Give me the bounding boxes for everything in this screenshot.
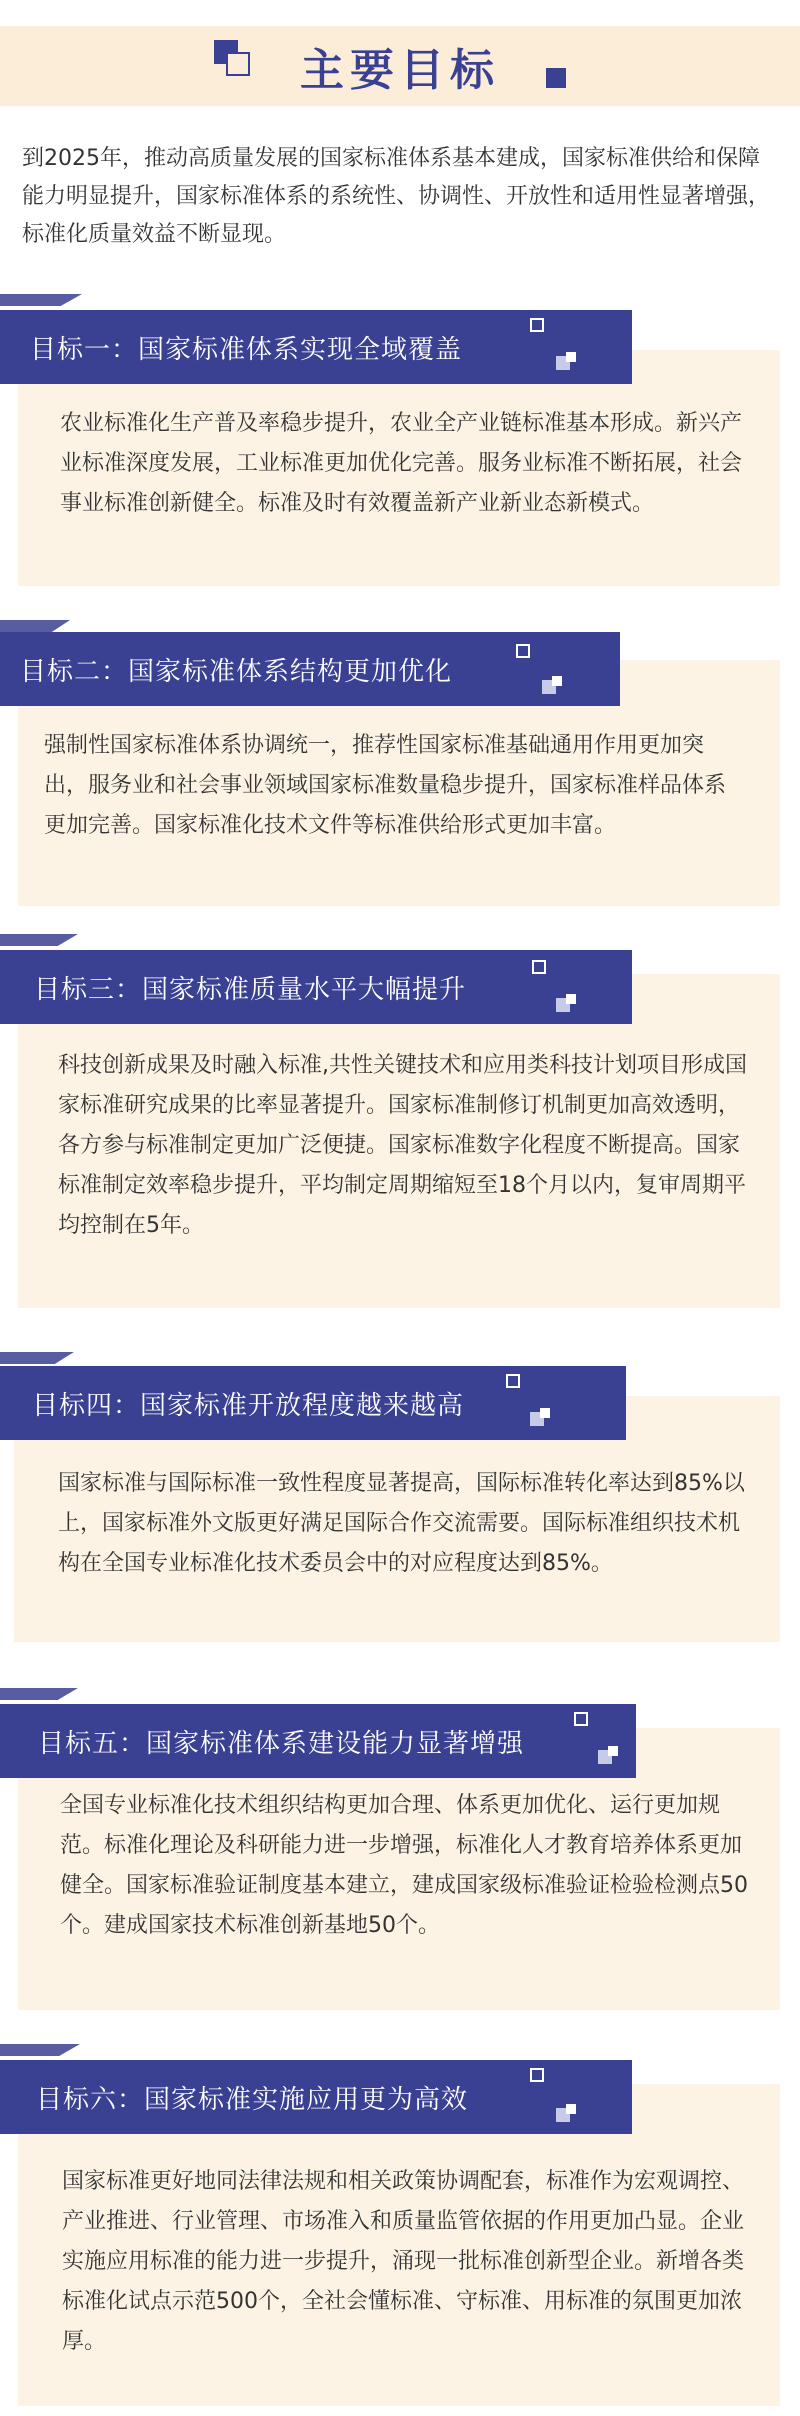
deco-square-small-icon (540, 1408, 550, 1418)
deco-square-small-icon (566, 2104, 576, 2114)
goal-section-1 (0, 294, 800, 594)
goal-text: 农业标准化生产普及率稳步提升，农业全产业链标准基本形成。新兴产业标准深度发展，工业标准更加优化完善。服务业标准不断拓展，社会事业标准创新健全。标准及时有效覆盖新产业新业态新模式。 (60, 411, 743, 516)
goal-section-6 (0, 2044, 800, 2414)
goal-title: 目标五：国家标准体系建设能力显著增强 (38, 1728, 525, 1759)
header-deco-squares-icon (214, 40, 258, 84)
goal-tab-decoration (0, 620, 70, 632)
goal-tab-decoration (0, 934, 78, 946)
goal-text: 国家标准更好地同法律法规和相关政策协调配套，标准作为宏观调控、产业推进、行业管理、市场准入和质量监管依据的作用更加凸显。企业实施应用标准的能力进一步提升，涌现一批标准创新型企业。新增各类标准化试点示范500个，全社会懂标准、守标准、用标准的氛围更加浓厚。 (62, 2169, 745, 2354)
goal-text: 全国专业标准化技术组织结构更加合理、体系更加优化、运行更加规范。标准化理论及科研能力进一步增强，标准化人才教育培养体系更加健全。国家标准验证制度基本建立，建成国家级标准验证检验检测点50个。建成国家技术标准创新基地50个。 (60, 1793, 748, 1938)
deco-square-small-icon (608, 1746, 618, 1756)
goal-section-5 (0, 1688, 800, 2018)
goal-text: 国家标准与国际标准一致性程度显著提高，国际标准转化率达到85%以上，国家标准外文版更好满足国际合作交流需要。国际标准组织技术机构在全国专业标准化技术委员会中的对应程度达到85%。 (58, 1471, 745, 1576)
goal-title: 目标二：国家标准体系结构更加优化 (20, 656, 453, 687)
goal-tab-decoration (0, 294, 82, 306)
goal-title-bar (0, 1704, 636, 1778)
goal-title-bar (0, 1366, 626, 1440)
deco-square-small-icon (566, 352, 576, 362)
goal-title: 目标六：国家标准实施应用更为高效 (36, 2084, 469, 2115)
deco-square-small-icon (566, 994, 576, 1004)
goal-section-3 (0, 934, 800, 1314)
deco-outline-square-icon (532, 960, 546, 974)
intro-paragraph: 到2025年，推动高质量发展的国家标准体系基本建成，国家标准供给和保障能力明显提升，国家标准体系的系统性、协调性、开放性和适用性显著增强，标准化质量效益不断显现。 (22, 146, 771, 247)
header-deco-square-icon (546, 68, 566, 88)
goal-text: 强制性国家标准体系协调统一，推荐性国家标准基础通用作用更加突出，服务业和社会事业领域国家标准数量稳步提升，国家标准样品体系更加完善。国家标准化技术文件等标准供给形式更加丰富。 (44, 733, 727, 838)
deco-outline-square-icon (516, 644, 530, 658)
goal-text: 科技创新成果及时融入标准,共性关键技术和应用类科技计划项目形成国家标准研究成果的比率显著提升。国家标准制修订机制更加高效透明，各方参与标准制定更加广泛便捷。国家标准数字化程度不断提高。国家标准制定效率稳步提升，平均制定周期缩短至18个月以内，复审周期平均控制在5年。 (58, 1053, 747, 1238)
goal-title: 目标一：国家标准体系实现全域覆盖 (30, 334, 463, 365)
deco-outline-square-icon (530, 2068, 544, 2082)
page-title: 主要目标 (300, 45, 500, 96)
deco-outline-square-icon (574, 1712, 588, 1726)
goal-tab-decoration (0, 2044, 80, 2056)
goal-tab-decoration (0, 1352, 74, 1364)
goal-tab-decoration (0, 1688, 78, 1700)
goal-title: 目标三：国家标准质量水平大幅提升 (34, 974, 467, 1005)
goal-section-4 (0, 1352, 800, 1652)
goal-section-2 (0, 620, 800, 910)
goal-title: 目标四：国家标准开放程度越来越高 (32, 1390, 465, 1421)
deco-outline-square-icon (506, 1374, 520, 1388)
deco-outline-square-icon (530, 318, 544, 332)
page-header (0, 26, 800, 106)
deco-square-small-icon (552, 676, 562, 686)
